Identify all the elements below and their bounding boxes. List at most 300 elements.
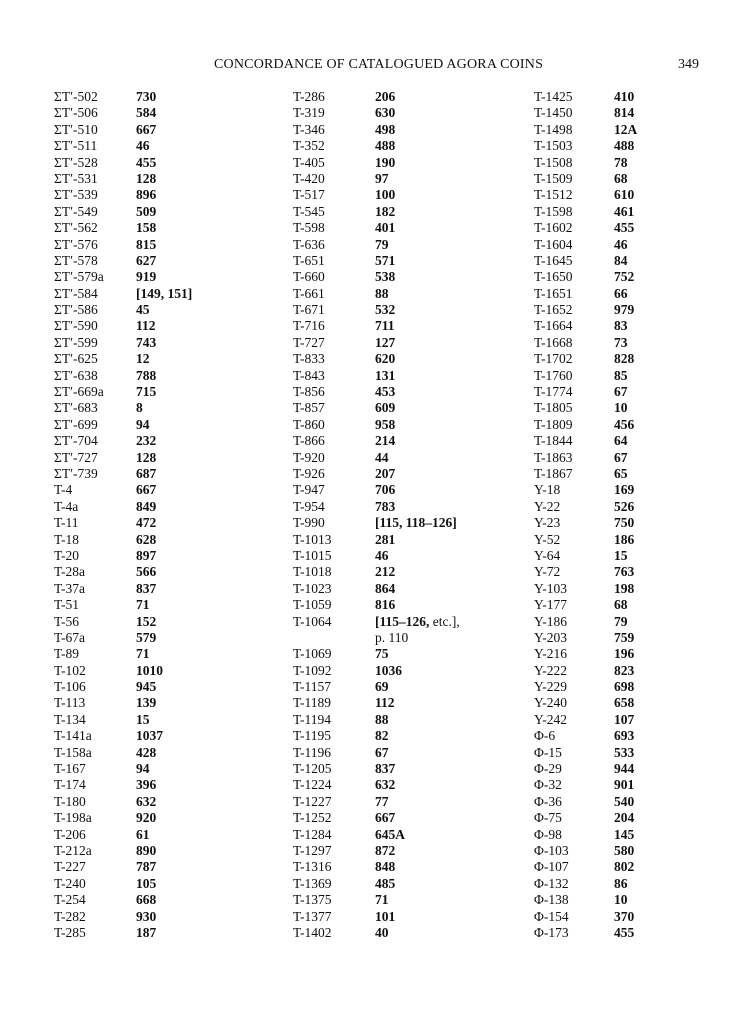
catalogue-number: 67 xyxy=(375,744,389,760)
inventory-number: Υ-22 xyxy=(534,498,561,514)
catalogue-number: 687 xyxy=(136,465,157,481)
inventory-number: Τ-833 xyxy=(293,351,325,367)
inventory-number: Τ-198a xyxy=(54,810,92,826)
catalogue-number: 848 xyxy=(375,859,396,875)
inventory-number: ΣΤ′-727 xyxy=(54,449,98,465)
catalogue-number: 40 xyxy=(375,924,389,940)
catalogue-number: 71 xyxy=(136,597,150,613)
inventory-number: Τ-1196 xyxy=(293,744,332,760)
catalogue-number: 571 xyxy=(375,252,396,268)
inventory-number: ΣΤ′-739 xyxy=(54,465,98,481)
inventory-number: Τ-598 xyxy=(293,220,325,236)
catalogue-number: 828 xyxy=(614,351,635,367)
inventory-number: Τ-1059 xyxy=(293,597,332,613)
catalogue-note: p. 110 xyxy=(375,629,409,645)
inventory-number: Φ-75 xyxy=(534,810,562,826)
catalogue-number: 730 xyxy=(136,89,157,104)
catalogue-number: 78 xyxy=(614,154,628,170)
catalogue-number: 410 xyxy=(614,89,635,104)
catalogue-number: 10 xyxy=(614,400,628,416)
catalogue-number: 816 xyxy=(375,597,396,613)
inventory-number: Τ-1604 xyxy=(534,236,573,252)
inventory-number: Τ-1652 xyxy=(534,302,573,318)
catalogue-number: 815 xyxy=(136,236,157,252)
inventory-number: Τ-1316 xyxy=(293,859,332,875)
catalogue-number: 212 xyxy=(375,564,396,580)
inventory-number: Τ-420 xyxy=(293,170,325,186)
catalogue-number: 401 xyxy=(375,220,396,236)
catalogue-number: 187 xyxy=(136,924,157,940)
catalogue-number: 890 xyxy=(136,842,157,858)
inventory-number: Τ-990 xyxy=(293,515,325,531)
inventory-number: Τ-4 xyxy=(54,482,73,498)
inventory-number: Τ-1645 xyxy=(534,252,573,268)
inventory-number: Φ-154 xyxy=(534,908,569,924)
catalogue-number: 509 xyxy=(136,203,157,219)
inventory-number: Φ-103 xyxy=(534,842,569,858)
inventory-number: Τ-174 xyxy=(54,777,86,793)
inventory-number: Τ-51 xyxy=(54,597,80,613)
catalogue-number: 61 xyxy=(136,826,150,842)
catalogue-number: 711 xyxy=(375,318,395,334)
inventory-number: Φ-36 xyxy=(534,793,562,809)
catalogue-number: 83 xyxy=(614,318,628,334)
inventory-number: Τ-926 xyxy=(293,465,325,481)
catalogue-number: 814 xyxy=(614,105,635,121)
inventory-number: Τ-1224 xyxy=(293,777,332,793)
inventory-number: Τ-56 xyxy=(54,613,80,629)
catalogue-number: 823 xyxy=(614,662,635,678)
catalogue-number: 1010 xyxy=(136,662,163,678)
inventory-number: Φ-138 xyxy=(534,892,569,908)
catalogue-number: 158 xyxy=(136,220,157,236)
catalogue-number: 632 xyxy=(136,793,157,809)
catalogue-number: 46 xyxy=(375,547,389,563)
inventory-number: ΣΤ′-669a xyxy=(54,384,104,400)
catalogue-number: 71 xyxy=(375,892,389,908)
catalogue-number: 667 xyxy=(136,121,157,137)
inventory-number: Τ-1252 xyxy=(293,810,332,826)
inventory-number: Τ-1650 xyxy=(534,269,573,285)
inventory-number: Τ-517 xyxy=(293,187,325,203)
inventory-number: Τ-661 xyxy=(293,285,325,301)
inventory-number: ΣΤ′-511 xyxy=(54,138,98,154)
catalogue-number: 920 xyxy=(136,810,157,826)
catalogue-number: 97 xyxy=(375,170,389,186)
inventory-number: ΣΤ′-599 xyxy=(54,334,98,350)
catalogue-number: 281 xyxy=(375,531,396,547)
catalogue-number: 127 xyxy=(375,334,396,350)
catalogue-number: 609 xyxy=(375,400,396,416)
catalogue-number: 77 xyxy=(375,793,389,809)
catalogue-number: 1036 xyxy=(375,662,402,678)
catalogue-number: 620 xyxy=(375,351,396,367)
catalogue-number: 488 xyxy=(375,138,396,154)
catalogue-number: 693 xyxy=(614,728,635,744)
catalogue-number: 101 xyxy=(375,908,396,924)
inventory-number: Τ-1194 xyxy=(293,711,332,727)
catalogue-number: 15 xyxy=(614,547,628,563)
catalogue-number: 67 xyxy=(614,384,628,400)
inventory-number: Φ-173 xyxy=(534,924,569,940)
catalogue-number: 488 xyxy=(614,138,635,154)
catalogue-number: 667 xyxy=(375,810,396,826)
inventory-number: Υ-64 xyxy=(534,547,561,563)
catalogue-number: 73 xyxy=(614,334,628,350)
catalogue-number: [149, 151] xyxy=(136,285,193,301)
catalogue-number: 66 xyxy=(614,285,628,301)
catalogue-number: 668 xyxy=(136,892,157,908)
inventory-number: Τ-282 xyxy=(54,908,86,924)
catalogue-number: 68 xyxy=(614,597,628,613)
catalogue-number: 112 xyxy=(136,318,156,334)
catalogue-number: 207 xyxy=(375,465,396,481)
inventory-number: Τ-1509 xyxy=(534,170,573,186)
inventory-number: Τ-947 xyxy=(293,482,325,498)
catalogue-number: 958 xyxy=(375,416,396,432)
inventory-number: Τ-1498 xyxy=(534,121,573,137)
inventory-number: Τ-1018 xyxy=(293,564,332,580)
inventory-number: Τ-1092 xyxy=(293,662,332,678)
inventory-number: Φ-32 xyxy=(534,777,562,793)
inventory-number: Τ-67a xyxy=(54,629,86,645)
inventory-number: ΣΤ′-704 xyxy=(54,433,98,449)
catalogue-number: 94 xyxy=(136,416,150,432)
catalogue-number: 658 xyxy=(614,695,635,711)
catalogue-number: 45 xyxy=(136,302,150,318)
inventory-number: Τ-866 xyxy=(293,433,325,449)
inventory-number: Τ-1702 xyxy=(534,351,573,367)
catalogue-number: 12A xyxy=(614,121,638,137)
inventory-number: Φ-6 xyxy=(534,728,556,744)
catalogue-number: 46 xyxy=(136,138,150,154)
inventory-number: Τ-1064 xyxy=(293,613,332,629)
inventory-number: ΣΤ′-528 xyxy=(54,154,98,170)
catalogue-number: 632 xyxy=(375,777,396,793)
catalogue-number: 743 xyxy=(136,334,157,350)
inventory-number: Τ-636 xyxy=(293,236,325,252)
inventory-number: ΣΤ′-502 xyxy=(54,89,98,104)
catalogue-number: 65 xyxy=(614,465,628,481)
inventory-number: Τ-212a xyxy=(54,842,92,858)
catalogue-number: 145 xyxy=(614,826,635,842)
catalogue-number: 455 xyxy=(614,220,635,236)
catalogue-number: 196 xyxy=(614,646,635,662)
inventory-number: ΣΤ′-699 xyxy=(54,416,98,432)
catalogue-number: 128 xyxy=(136,449,157,465)
inventory-number: Τ-1805 xyxy=(534,400,573,416)
catalogue-number: 75 xyxy=(375,646,389,662)
catalogue-number: 901 xyxy=(614,777,635,793)
catalogue-number: 169 xyxy=(614,482,635,498)
inventory-number: Τ-106 xyxy=(54,679,86,695)
inventory-number: ΣΤ′-578 xyxy=(54,252,98,268)
inventory-number: Τ-1369 xyxy=(293,875,332,891)
inventory-number: Τ-254 xyxy=(54,892,86,908)
inventory-number: Τ-167 xyxy=(54,761,86,777)
catalogue-number: 538 xyxy=(375,269,396,285)
inventory-number: Υ-240 xyxy=(534,695,568,711)
catalogue-number: 455 xyxy=(614,924,635,940)
catalogue-number: 44 xyxy=(375,449,389,465)
inventory-number: Τ-1402 xyxy=(293,924,332,940)
inventory-number: Τ-1508 xyxy=(534,154,573,170)
inventory-number: ΣΤ′-590 xyxy=(54,318,98,334)
inventory-number: Τ-28a xyxy=(54,564,86,580)
catalogue-number: 453 xyxy=(375,384,396,400)
inventory-number: Τ-920 xyxy=(293,449,325,465)
inventory-number: Τ-1015 xyxy=(293,547,332,563)
catalogue-number: 88 xyxy=(375,285,389,301)
inventory-number: Τ-1651 xyxy=(534,285,573,301)
catalogue-number: 752 xyxy=(614,269,635,285)
inventory-number: Τ-1377 xyxy=(293,908,332,924)
catalogue-number: 82 xyxy=(375,728,389,744)
inventory-number: Τ-113 xyxy=(54,695,86,711)
inventory-number: Τ-37a xyxy=(54,580,86,596)
catalogue-number: 533 xyxy=(614,744,635,760)
inventory-number: Τ-1375 xyxy=(293,892,332,908)
inventory-number: Υ-72 xyxy=(534,564,561,580)
catalogue-number: 763 xyxy=(614,564,635,580)
catalogue-number: 131 xyxy=(375,367,396,383)
catalogue-number: 198 xyxy=(614,580,635,596)
inventory-number: ΣΤ′-562 xyxy=(54,220,98,236)
inventory-number: Υ-18 xyxy=(534,482,561,498)
catalogue-number: 627 xyxy=(136,252,157,268)
inventory-number: Τ-1013 xyxy=(293,531,332,547)
inventory-number: Τ-286 xyxy=(293,89,325,104)
catalogue-number: 1037 xyxy=(136,728,163,744)
inventory-number: Τ-671 xyxy=(293,302,325,318)
inventory-number: Τ-1205 xyxy=(293,761,332,777)
catalogue-number: 849 xyxy=(136,498,157,514)
inventory-number: Τ-1189 xyxy=(293,695,332,711)
inventory-number: Τ-651 xyxy=(293,252,325,268)
inventory-number: Τ-856 xyxy=(293,384,325,400)
catalogue-number: 759 xyxy=(614,629,635,645)
inventory-number: Τ-1863 xyxy=(534,449,573,465)
catalogue-number: 979 xyxy=(614,302,635,318)
inventory-number: Τ-1425 xyxy=(534,89,573,104)
inventory-number: Τ-227 xyxy=(54,859,86,875)
catalogue-number: 112 xyxy=(375,695,395,711)
inventory-number: Υ-222 xyxy=(534,662,568,678)
catalogue-number: 428 xyxy=(136,744,157,760)
catalogue-number: 526 xyxy=(614,498,635,514)
catalogue-number: 498 xyxy=(375,121,396,137)
inventory-number: Τ-545 xyxy=(293,203,325,219)
catalogue-number: 837 xyxy=(136,580,157,596)
catalogue-number: 715 xyxy=(136,384,157,400)
catalogue-number: 107 xyxy=(614,711,635,727)
catalogue-number: 12 xyxy=(136,351,150,367)
catalogue-number: 628 xyxy=(136,531,157,547)
inventory-number: Τ-206 xyxy=(54,826,86,842)
inventory-number: Τ-11 xyxy=(54,515,79,531)
catalogue-number: 88 xyxy=(375,711,389,727)
catalogue-number: 566 xyxy=(136,564,157,580)
catalogue-number: 64 xyxy=(614,433,628,449)
catalogue-number: 584 xyxy=(136,105,157,121)
inventory-number: Τ-405 xyxy=(293,154,325,170)
inventory-number: Υ-177 xyxy=(534,597,568,613)
inventory-number: Τ-102 xyxy=(54,662,86,678)
inventory-number: Τ-1227 xyxy=(293,793,332,809)
catalogue-number: 204 xyxy=(614,810,635,826)
inventory-number: Τ-134 xyxy=(54,711,86,727)
inventory-number: Τ-1844 xyxy=(534,433,573,449)
inventory-number: ΣΤ′-549 xyxy=(54,203,98,219)
catalogue-number: 232 xyxy=(136,433,157,449)
inventory-number: Υ-203 xyxy=(534,629,568,645)
inventory-number: Τ-843 xyxy=(293,367,325,383)
inventory-number: Τ-1598 xyxy=(534,203,573,219)
catalogue-number: 896 xyxy=(136,187,157,203)
catalogue-number: 610 xyxy=(614,187,635,203)
inventory-number: ΣΤ′-638 xyxy=(54,367,98,383)
inventory-number: ΣΤ′-506 xyxy=(54,105,98,121)
inventory-number: Φ-107 xyxy=(534,859,569,875)
catalogue-number: 783 xyxy=(375,498,396,514)
inventory-number: Τ-141a xyxy=(54,728,92,744)
inventory-number: Τ-319 xyxy=(293,105,325,121)
inventory-number: ΣΤ′-539 xyxy=(54,187,98,203)
catalogue-number: 15 xyxy=(136,711,150,727)
inventory-number: Τ-860 xyxy=(293,416,325,432)
inventory-number: Τ-1664 xyxy=(534,318,573,334)
catalogue-number: 485 xyxy=(375,875,396,891)
catalogue-number: 79 xyxy=(614,613,628,629)
inventory-number: Τ-1157 xyxy=(293,679,332,695)
catalogue-number: 630 xyxy=(375,105,396,121)
page-number: 349 xyxy=(678,57,699,72)
catalogue-number: 71 xyxy=(136,646,150,662)
inventory-number: Φ-98 xyxy=(534,826,562,842)
catalogue-number: 69 xyxy=(375,679,389,695)
catalogue-number: 698 xyxy=(614,679,635,695)
catalogue-number: 580 xyxy=(614,842,635,858)
inventory-number: ΣΤ′-510 xyxy=(54,121,98,137)
inventory-number: Τ-1760 xyxy=(534,367,573,383)
catalogue-number: 750 xyxy=(614,515,635,531)
inventory-number: Τ-857 xyxy=(293,400,325,416)
inventory-number: Τ-4a xyxy=(54,498,79,514)
inventory-number: Τ-1284 xyxy=(293,826,332,842)
inventory-number: Τ-1195 xyxy=(293,728,332,744)
inventory-number: Τ-18 xyxy=(54,531,80,547)
catalogue-number: 370 xyxy=(614,908,635,924)
inventory-number: Υ-23 xyxy=(534,515,561,531)
inventory-number: Τ-1668 xyxy=(534,334,573,350)
inventory-number: Φ-15 xyxy=(534,744,562,760)
inventory-number: Τ-180 xyxy=(54,793,86,809)
catalogue-number: 645A xyxy=(375,826,405,842)
catalogue-number: 802 xyxy=(614,859,635,875)
catalogue-number: 214 xyxy=(375,433,396,449)
catalogue-number: 46 xyxy=(614,236,628,252)
page-header xyxy=(0,57,748,77)
catalogue-number: 396 xyxy=(136,777,157,793)
inventory-number: Τ-1602 xyxy=(534,220,573,236)
inventory-number: ΣΤ′-683 xyxy=(54,400,98,416)
inventory-number: Τ-240 xyxy=(54,875,86,891)
catalogue-number: 788 xyxy=(136,367,157,383)
page-title: CONCORDANCE OF CATALOGUED AGORA COINS xyxy=(214,57,544,72)
catalogue-number: 85 xyxy=(614,367,628,383)
catalogue-number: 84 xyxy=(614,252,628,268)
inventory-number: Τ-158a xyxy=(54,744,92,760)
catalogue-number: 100 xyxy=(375,187,396,203)
catalogue-number: 667 xyxy=(136,482,157,498)
catalogue-number: 532 xyxy=(375,302,396,318)
inventory-number: ΣΤ′-625 xyxy=(54,351,98,367)
catalogue-number: 68 xyxy=(614,170,628,186)
catalogue-number: 182 xyxy=(375,203,396,219)
catalogue-number: [115–126, etc.], xyxy=(375,613,460,629)
catalogue-number: 897 xyxy=(136,547,157,563)
inventory-number: Φ-132 xyxy=(534,875,569,891)
inventory-number: Τ-1867 xyxy=(534,465,573,481)
catalogue-number: 864 xyxy=(375,580,396,596)
inventory-number: Τ-1023 xyxy=(293,580,332,596)
inventory-number: Τ-1069 xyxy=(293,646,332,662)
catalogue-number: 139 xyxy=(136,695,157,711)
catalogue-number: 94 xyxy=(136,761,150,777)
catalogue-number: 919 xyxy=(136,269,157,285)
catalogue-number: 872 xyxy=(375,842,396,858)
catalogue-number: 67 xyxy=(614,449,628,465)
inventory-number: Τ-1512 xyxy=(534,187,573,203)
inventory-number: Υ-52 xyxy=(534,531,561,547)
inventory-number: Τ-285 xyxy=(54,924,86,940)
inventory-number: Υ-242 xyxy=(534,711,568,727)
inventory-number: Φ-29 xyxy=(534,761,562,777)
catalogue-number: 945 xyxy=(136,679,157,695)
catalogue-number: 837 xyxy=(375,761,396,777)
catalogue-number: 930 xyxy=(136,908,157,924)
inventory-number: Υ-229 xyxy=(534,679,568,695)
catalogue-number: 86 xyxy=(614,875,628,891)
inventory-number: Υ-216 xyxy=(534,646,568,662)
inventory-number: ΣΤ′-584 xyxy=(54,285,98,301)
inventory-number: ΣΤ′-586 xyxy=(54,302,98,318)
inventory-number: ΣΤ′-579a xyxy=(54,269,104,285)
catalogue-number: 456 xyxy=(614,416,635,432)
catalogue-number: 10 xyxy=(614,892,628,908)
catalogue-number: 540 xyxy=(614,793,635,809)
inventory-number: Τ-20 xyxy=(54,547,80,563)
catalogue-number: 944 xyxy=(614,761,635,777)
inventory-number: Τ-1297 xyxy=(293,842,332,858)
inventory-number: Τ-727 xyxy=(293,334,325,350)
inventory-number: Τ-1503 xyxy=(534,138,573,154)
inventory-number: Υ-186 xyxy=(534,613,568,629)
catalogue-number: 8 xyxy=(136,400,143,416)
inventory-number: Τ-1450 xyxy=(534,105,573,121)
catalogue-number: 79 xyxy=(375,236,389,252)
inventory-number: Υ-103 xyxy=(534,580,568,596)
catalogue-number: 190 xyxy=(375,154,396,170)
etc-abbrev: etc.], xyxy=(432,613,460,629)
inventory-number: Τ-352 xyxy=(293,138,325,154)
catalogue-number: 186 xyxy=(614,531,635,547)
inventory-number: Τ-89 xyxy=(54,646,80,662)
inventory-number: Τ-954 xyxy=(293,498,325,514)
catalogue-number: 461 xyxy=(614,203,635,219)
inventory-number: Τ-660 xyxy=(293,269,325,285)
catalogue-number: 105 xyxy=(136,875,157,891)
